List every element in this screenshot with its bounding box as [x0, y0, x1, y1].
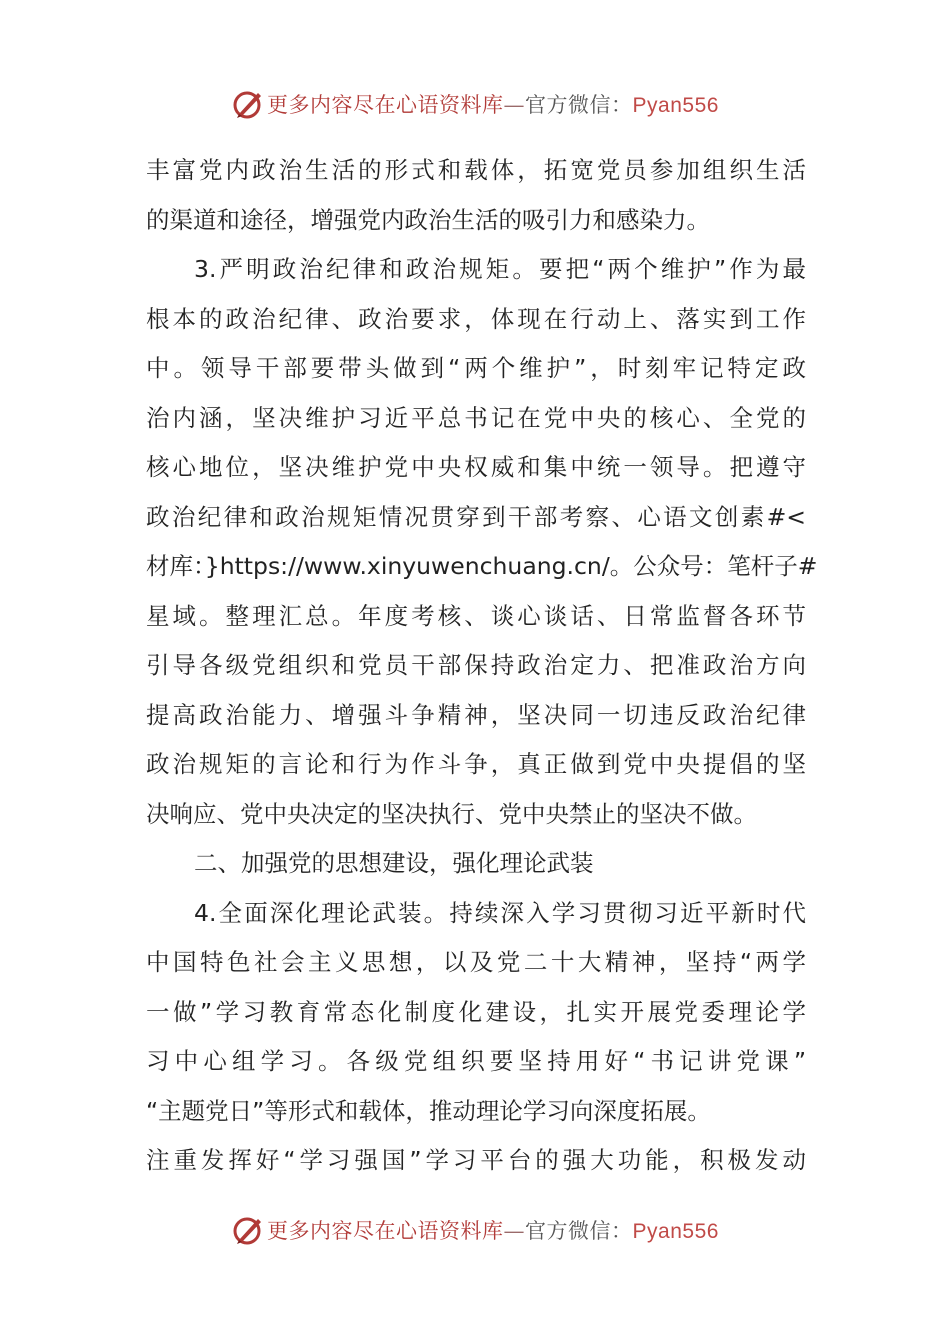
text-line: 习中心组学习。各级党组织要坚持用好“书记讲党课” — [146, 1047, 806, 1075]
text-line: 丰富党内政治生活的形式和载体，拓宽党员参加组织生活 — [146, 156, 806, 184]
footer-banner — [0, 1208, 950, 1252]
pen-logo-icon — [231, 87, 265, 121]
text-line: 二、加强党的思想建设，强化理论武装 — [194, 849, 594, 877]
banner-text — [267, 1215, 719, 1245]
text-line: 决响应、党中央决定的坚决执行、党中央禁止的坚决不做。 — [146, 799, 757, 828]
text-line: 政治纪律和政治规矩情况贯穿到干部考察、心语文创素#< — [146, 502, 806, 531]
banner-dash: — — [503, 93, 526, 117]
text-line: 核心地位，坚决维护党中央权威和集中统一领导。把遵守 — [146, 453, 806, 481]
text-line: 中。领导干部要带头做到“两个维护”，时刻牢记特定政 — [146, 354, 806, 382]
text-line: “主题党日”等形式和载体，推动理论学习向深度拓展。 — [146, 1096, 711, 1125]
text-line: 治内涵，坚决维护习近平总书记在党中央的核心、全党的 — [146, 403, 806, 432]
text-line: 提高政治能力、增强斗争精神，坚决同一切违反政治纪律 — [146, 700, 806, 729]
banner-wechat-id: Pyan556 — [632, 1220, 719, 1243]
document-body — [146, 146, 818, 1186]
banner-text — [267, 89, 719, 119]
banner-wechat-label: 官方微信： — [525, 93, 633, 117]
text-line: 4.全面深化理论武装。持续深入学习贯彻习近平新时代 — [194, 898, 806, 927]
banner-wechat-id: Pyan556 — [632, 94, 719, 117]
header-banner — [0, 82, 950, 126]
text-line: 注重发挥好“学习强国”学习平台的强大功能，积极发动 — [146, 1146, 806, 1174]
text-line: 引导各级党组织和党员干部保持政治定力、把准政治方向 — [146, 651, 806, 679]
text-line: 材库：}https://www.xinyuwenchuang.cn/。公众号：笔杆子# — [146, 552, 818, 580]
text-line: 根本的政治纪律、政治要求，体现在行动上、落实到工作 — [146, 304, 806, 333]
banner-wechat-label: 官方微信： — [525, 1219, 633, 1243]
text-line: 星域。整理汇总。年度考核、谈心谈话、日常监督各环节 — [146, 601, 806, 630]
banner-title: 更多内容尽在心语资料库 — [267, 93, 504, 117]
text-line: 的渠道和途径，增强党内政治生活的吸引力和感染力。 — [146, 205, 710, 234]
banner-title: 更多内容尽在心语资料库 — [267, 1219, 504, 1243]
pen-logo-icon — [231, 1213, 265, 1247]
banner-dash: — — [503, 1219, 526, 1243]
text-line: 一做”学习教育常态化制度化建设，扎实开展党委理论学 — [146, 997, 806, 1026]
text-line: 政治规矩的言论和行为作斗争，真正做到党中央提倡的坚 — [146, 750, 806, 778]
text-line: 3.严明政治纪律和政治规矩。要把“两个维护”作为最 — [194, 255, 806, 283]
text-line: 中国特色社会主义思想，以及党二十大精神，坚持“两学 — [146, 948, 806, 976]
